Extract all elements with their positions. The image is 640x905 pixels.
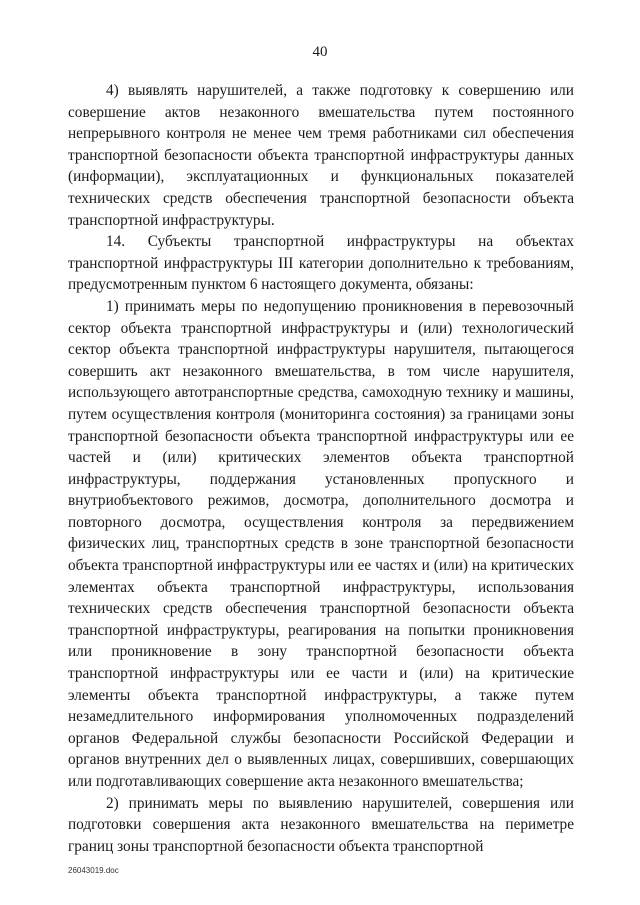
footer-filename: 26043019.doc [68, 866, 119, 875]
paragraph-item-4: 4) выявлять нарушителей, а также подготовку к совершению или совершение актов незаконного вмешательства путем постоянного непрерывного контроля не менее чем тремя работниками сил обеспечения транспортной безопасности объекта транспортной инфраструктуры данных (информации), эксплуатационных и функциональных показателей технических средств обеспечения транспортной безопасности объекта транспортной инфраструктуры. [68, 82, 574, 229]
document-body [68, 80, 574, 857]
paragraph-section-14: 14. Субъекты транспортной инфраструктуры на объектах транспортной инфраструктуры III категории дополнительно к требованиям, предусмотренным пунктом 6 настоящего документа, обязаны: [68, 233, 574, 294]
page-number: 40 [312, 44, 328, 60]
paragraph-subitem-2: 2) принимать меры по выявлению нарушителей, совершения или подготовки совершения акта незаконного вмешательства на периметре границ зоны транспортной безопасности объекта транспортной [68, 794, 574, 855]
paragraph-subitem-1: 1) принимать меры по недопущению проникновения в перевозочный сектор объекта транспортной инфраструктуры и (или) технологический сектор объекта транспортной инфраструктуры нарушителя, пытающегося совершить акт незаконного вмешательства, в том числе нарушителя, использующего автотранспортные средства, самоходную технику и машины, путем осуществления контроля (мониторинга состояния) за границами зоны транспортной безопасности объекта транспортной инфраструктуры или ее частей и (или) критических элементов объекта транспортной инфраструктуры, поддержания установленных пропускного и внутриобъектового режимов, досмотра, дополнительного досмотра и повторного досмотра, осуществления контроля за передвижением физических лиц, транспортных средств в зоне транспортной безопасности объекта транспортной инфраструктуры или ее частях и (или) на критических элементах объекта транспортной инфраструктуры, использования технических средств обеспечения транспортной безопасности объекта транспортной инфраструктуры, реагирования на попытки проникновения или проникновение в зону транспортной безопасности объекта транспортной инфраструктуры или ее части и (или) на критические элементы объекта транспортной инфраструктуры, а также путем незамедлительного информирования уполномоченных подразделений органов Федеральной службы безопасности Российской Федерации и органов внутренних дел о выявленных лицах, совершивших, совершающих или подготавливающих совершение акта незаконного вмешательства; [68, 297, 574, 790]
